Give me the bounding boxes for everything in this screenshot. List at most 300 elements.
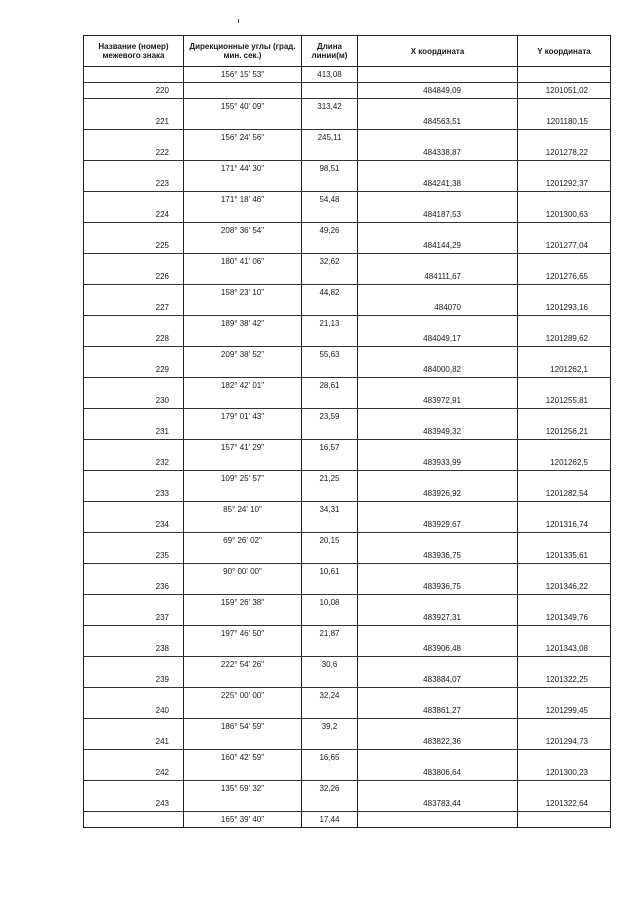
name-cell: 241 [84,734,184,750]
length-cell [302,362,358,378]
segment-row [84,67,611,83]
length-cell [302,300,358,316]
x-cell: 484241,38 [358,176,518,192]
length-cell: 21,25 [302,471,358,487]
angle-cell: 165° 39' 40" [184,812,302,828]
x-cell: 483926,92 [358,486,518,502]
length-cell: 16,57 [302,440,358,456]
y-cell: 1201293,16 [518,300,611,316]
length-cell [302,641,358,657]
length-cell: 20,15 [302,533,358,549]
x-cell: 484070 [358,300,518,316]
name-cell [84,161,184,177]
angle-cell [184,362,302,378]
table-body [84,67,611,828]
point-row [84,641,611,657]
angle-cell [184,610,302,626]
name-cell: 235 [84,548,184,564]
x-cell: 483861,27 [358,703,518,719]
y-cell: 1201180,15 [518,114,611,130]
name-cell: 239 [84,672,184,688]
length-cell: 313,42 [302,99,358,115]
segment-row [84,626,611,642]
y-cell: 1201276,65 [518,269,611,285]
y-cell: 1201300,63 [518,207,611,223]
name-cell [84,285,184,301]
name-cell [84,657,184,673]
angle-cell: 85° 24' 10" [184,502,302,518]
x-cell [358,626,518,642]
angle-cell: 222° 54' 26" [184,657,302,673]
angle-cell: 171° 18' 46" [184,192,302,208]
x-cell [358,161,518,177]
angle-cell [184,579,302,595]
x-cell [358,347,518,363]
y-cell [518,223,611,239]
y-cell: 1201349,76 [518,610,611,626]
x-cell [358,223,518,239]
y-cell: 1201322,25 [518,672,611,688]
boundary-coordinates-sheet [83,35,610,828]
x-cell: 484000,82 [358,362,518,378]
segment-row [84,719,611,735]
angle-cell: 69° 26' 02" [184,533,302,549]
angle-cell [184,672,302,688]
y-cell: 1201292,37 [518,176,611,192]
y-cell [518,688,611,704]
length-cell [302,672,358,688]
y-cell: 1201277,04 [518,238,611,254]
length-cell [302,796,358,812]
segment-row [84,812,611,828]
angle-cell [184,238,302,254]
y-cell [518,378,611,394]
name-cell: 227 [84,300,184,316]
name-cell [84,223,184,239]
name-cell: 226 [84,269,184,285]
point-row [84,796,611,812]
angle-cell: 179° 01' 43" [184,409,302,425]
name-cell: 240 [84,703,184,719]
angle-cell: 180° 41' 06" [184,254,302,270]
y-cell [518,347,611,363]
point-row [84,269,611,285]
name-cell [84,67,184,83]
y-cell [518,812,611,828]
segment-row [84,316,611,332]
x-cell: 484338,87 [358,145,518,161]
y-cell: 1201262,1 [518,362,611,378]
length-cell: 55,63 [302,347,358,363]
y-cell [518,285,611,301]
x-cell: 484563,51 [358,114,518,130]
length-cell: 28,61 [302,378,358,394]
segment-row [84,781,611,797]
angle-cell [184,300,302,316]
name-cell: 222 [84,145,184,161]
angle-cell: 157° 41' 29" [184,440,302,456]
length-cell [302,207,358,223]
x-cell [358,130,518,146]
point-row [84,486,611,502]
length-cell [302,579,358,595]
length-cell: 17,44 [302,812,358,828]
y-cell: 1201300,23 [518,765,611,781]
length-cell [302,145,358,161]
point-row [84,176,611,192]
x-cell: 483949,32 [358,424,518,440]
angle-cell [184,114,302,130]
length-cell: 54,48 [302,192,358,208]
name-cell [84,781,184,797]
angle-cell [184,83,302,99]
x-cell [358,812,518,828]
length-cell: 16,65 [302,750,358,766]
name-cell: 225 [84,238,184,254]
y-cell [518,781,611,797]
angle-cell: 155° 40' 09" [184,99,302,115]
angle-cell [184,269,302,285]
name-cell [84,254,184,270]
segment-row [84,502,611,518]
length-cell [302,734,358,750]
angle-cell [184,207,302,223]
name-cell [84,347,184,363]
segment-row [84,750,611,766]
length-cell [302,610,358,626]
angle-cell: 209° 38' 52" [184,347,302,363]
x-cell: 483884,07 [358,672,518,688]
angle-cell: 197° 46' 50" [184,626,302,642]
name-cell: 242 [84,765,184,781]
length-cell [302,703,358,719]
name-cell: 229 [84,362,184,378]
angle-cell: 159° 26' 38" [184,595,302,611]
x-cell: 484111,67 [358,269,518,285]
x-cell [358,750,518,766]
y-cell [518,409,611,425]
point-row [84,362,611,378]
x-cell [358,440,518,456]
x-cell [358,409,518,425]
length-cell [302,765,358,781]
name-cell: 238 [84,641,184,657]
angle-cell: 109° 25' 57" [184,471,302,487]
y-cell [518,99,611,115]
name-cell [84,502,184,518]
segment-row [84,347,611,363]
length-cell [302,393,358,409]
angle-cell [184,455,302,471]
y-cell: 1201282,54 [518,486,611,502]
angle-cell: 189° 38' 42" [184,316,302,332]
x-cell: 484187,53 [358,207,518,223]
name-cell [84,99,184,115]
length-cell [302,83,358,99]
angle-cell: 156° 15' 53" [184,67,302,83]
y-cell [518,316,611,332]
length-cell [302,424,358,440]
point-row [84,114,611,130]
x-cell: 483936,75 [358,548,518,564]
length-cell [302,269,358,285]
point-row [84,145,611,161]
name-cell [84,719,184,735]
y-cell: 1201278,22 [518,145,611,161]
angle-cell [184,331,302,347]
point-row [84,672,611,688]
name-cell [84,626,184,642]
angle-cell [184,145,302,161]
x-cell [358,688,518,704]
angle-cell [184,734,302,750]
point-row [84,517,611,533]
length-cell: 10,08 [302,595,358,611]
segment-row [84,254,611,270]
name-cell: 221 [84,114,184,130]
x-cell: 483972,91 [358,393,518,409]
y-cell: 1201322,64 [518,796,611,812]
x-cell [358,378,518,394]
segment-row [84,533,611,549]
length-cell [302,331,358,347]
y-cell: 1201256,21 [518,424,611,440]
segment-row [84,564,611,580]
name-cell [84,750,184,766]
x-cell [358,99,518,115]
point-row [84,610,611,626]
name-cell: 224 [84,207,184,223]
angle-cell [184,517,302,533]
point-row [84,331,611,347]
x-cell: 483806,64 [358,765,518,781]
segment-row [84,99,611,115]
point-row [84,548,611,564]
length-cell: 245,11 [302,130,358,146]
length-cell: 32,26 [302,781,358,797]
header-angle: Дирекционные углы (град. мин. сек.) [184,36,302,67]
length-cell [302,486,358,502]
length-cell: 98,51 [302,161,358,177]
angle-cell: 171° 44' 30" [184,161,302,177]
y-cell: 1201299,45 [518,703,611,719]
y-cell [518,626,611,642]
y-cell [518,533,611,549]
name-cell [84,812,184,828]
angle-cell [184,765,302,781]
point-row [84,238,611,254]
segment-row [84,595,611,611]
x-cell: 483927,31 [358,610,518,626]
length-cell: 10,61 [302,564,358,580]
length-cell: 21,13 [302,316,358,332]
y-cell: 1201335,61 [518,548,611,564]
x-cell [358,502,518,518]
y-cell [518,67,611,83]
x-cell [358,595,518,611]
y-cell [518,750,611,766]
y-cell [518,440,611,456]
y-cell [518,657,611,673]
name-cell [84,130,184,146]
angle-cell: 182° 42' 01" [184,378,302,394]
segment-row [84,471,611,487]
name-cell [84,564,184,580]
y-cell: 1201294,73 [518,734,611,750]
point-row [84,579,611,595]
name-cell [84,316,184,332]
angle-cell: 90° 00' 00" [184,564,302,580]
y-cell: 1201289,62 [518,331,611,347]
x-cell [358,657,518,673]
name-cell [84,471,184,487]
x-cell [358,316,518,332]
segment-row [84,688,611,704]
angle-cell [184,641,302,657]
y-cell [518,564,611,580]
length-cell [302,548,358,564]
point-row [84,455,611,471]
name-cell [84,378,184,394]
header-y: Y координата [518,36,611,67]
segment-row [84,378,611,394]
y-cell [518,471,611,487]
y-cell [518,719,611,735]
x-cell [358,285,518,301]
y-cell [518,161,611,177]
name-cell: 232 [84,455,184,471]
angle-cell: 225° 00' 00" [184,688,302,704]
y-cell: 1201346,22 [518,579,611,595]
name-cell: 236 [84,579,184,595]
segment-row [84,440,611,456]
length-cell: 32,62 [302,254,358,270]
segment-row [84,130,611,146]
header-row [84,36,611,67]
point-row [84,734,611,750]
coordinates-table [83,35,611,828]
x-cell [358,533,518,549]
name-cell [84,440,184,456]
angle-cell [184,393,302,409]
length-cell: 30,6 [302,657,358,673]
y-cell: 1201343,08 [518,641,611,657]
name-cell: 223 [84,176,184,192]
angle-cell [184,486,302,502]
point-row [84,207,611,223]
point-row [84,424,611,440]
x-cell: 483906,48 [358,641,518,657]
length-cell: 39,2 [302,719,358,735]
y-cell [518,254,611,270]
segment-row [84,192,611,208]
length-cell [302,517,358,533]
table-header [84,36,611,67]
segment-row [84,161,611,177]
x-cell [358,192,518,208]
name-cell: 234 [84,517,184,533]
x-cell: 484144,29 [358,238,518,254]
point-row [84,300,611,316]
name-cell [84,595,184,611]
point-row [84,83,611,99]
angle-cell [184,796,302,812]
name-cell [84,533,184,549]
segment-row [84,657,611,673]
x-cell [358,254,518,270]
header-x: X координата [358,36,518,67]
angle-cell: 135° 59' 32" [184,781,302,797]
length-cell [302,238,358,254]
y-cell: 1201262,5 [518,455,611,471]
name-cell: 231 [84,424,184,440]
name-cell: 243 [84,796,184,812]
x-cell: 483822,36 [358,734,518,750]
point-row [84,765,611,781]
segment-row [84,223,611,239]
name-cell [84,409,184,425]
x-cell [358,564,518,580]
y-cell [518,192,611,208]
x-cell: 484049,17 [358,331,518,347]
header-name: Название (номер) межевого знака [84,36,184,67]
length-cell [302,455,358,471]
y-cell [518,502,611,518]
y-cell: 1201051,02 [518,83,611,99]
name-cell: 228 [84,331,184,347]
x-cell: 483783,44 [358,796,518,812]
length-cell: 23,59 [302,409,358,425]
point-row [84,393,611,409]
angle-cell [184,424,302,440]
x-cell [358,719,518,735]
x-cell: 484849,09 [358,83,518,99]
header-length: Длина линии(м) [302,36,358,67]
angle-cell [184,176,302,192]
x-cell: 483933,99 [358,455,518,471]
length-cell: 21,87 [302,626,358,642]
x-cell [358,67,518,83]
angle-cell: 186° 54' 59" [184,719,302,735]
y-cell [518,130,611,146]
y-cell: 1201316,74 [518,517,611,533]
angle-cell [184,703,302,719]
name-cell: 220 [84,83,184,99]
x-cell: 483936,75 [358,579,518,595]
y-cell: 1201255,81 [518,393,611,409]
length-cell: 44,82 [302,285,358,301]
angle-cell: 156° 24' 56" [184,130,302,146]
length-cell: 413,08 [302,67,358,83]
page-mark [238,19,239,23]
angle-cell: 160° 42' 59" [184,750,302,766]
length-cell: 34,31 [302,502,358,518]
name-cell: 237 [84,610,184,626]
y-cell [518,595,611,611]
length-cell: 49,26 [302,223,358,239]
x-cell: 483929,67 [358,517,518,533]
x-cell [358,471,518,487]
segment-row [84,409,611,425]
x-cell [358,781,518,797]
point-row [84,703,611,719]
name-cell: 230 [84,393,184,409]
length-cell: 32,24 [302,688,358,704]
angle-cell [184,548,302,564]
name-cell [84,688,184,704]
length-cell [302,114,358,130]
segment-row [84,285,611,301]
